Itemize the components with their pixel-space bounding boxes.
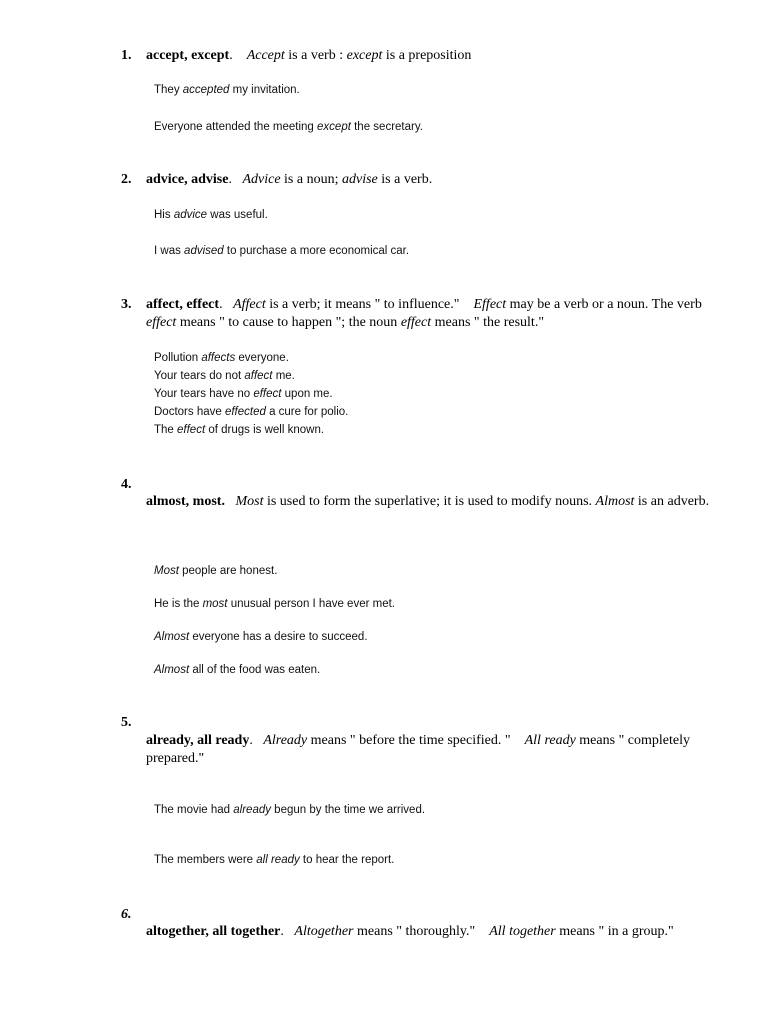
term-separator: ,: [184, 48, 192, 63]
entry-definition: almost, most. Most is used to form the superlative; it is used to modify nouns. Almost is an adverb.: [146, 494, 710, 509]
example-sentence: Your tears do not affect me.: [154, 370, 295, 382]
term: except: [191, 48, 230, 63]
example-sentence: Almost all of the food was eaten.: [154, 664, 321, 676]
entry-number: 1.: [121, 48, 132, 63]
example-sentence: Your tears have no effect upon me.: [154, 388, 333, 400]
example-sentence: Everyone attended the meeting except the secretary.: [154, 121, 423, 133]
entry-number: 4.: [121, 477, 132, 492]
entry-definition: advice, advise. Advice is a noun; advise is a verb.: [146, 172, 433, 187]
entry-definition: altogether, all together. Altogether means " thoroughly." All together means " in a group.": [146, 924, 674, 939]
example-sentence: The members were all ready to hear the report.: [154, 854, 395, 866]
term: accept: [146, 48, 185, 63]
entry-number: 3.: [121, 297, 132, 312]
example-sentence: Pollution affects everyone.: [154, 352, 289, 364]
entry-number: 6.: [121, 907, 132, 922]
example-sentence: The effect of drugs is well known.: [154, 424, 325, 436]
entry-definition: affect, effect. Affect is a verb; it means " to influence." Effect may be a verb or a noun. The verb effect means " to cause to happen "; the noun effect means " the result.": [146, 297, 702, 330]
example-sentence: Most people are honest.: [154, 565, 278, 577]
entry-definition: accept, except. Accept is a verb : except is a preposition: [146, 48, 472, 63]
example-sentence: He is the most unusual person I have ever met.: [154, 598, 395, 610]
example-sentence: I was advised to purchase a more economical car.: [154, 245, 410, 257]
example-sentence: The movie had already begun by the time we arrived.: [154, 804, 426, 816]
entry-definition: already, all ready. Already means " before the time specified. " All ready means " completely prepared.": [146, 733, 690, 766]
example-sentence: They accepted my invitation.: [154, 84, 300, 96]
example-sentence: Almost everyone has a desire to succeed.: [154, 631, 368, 643]
entry-number: 5.: [121, 715, 132, 730]
example-sentence: His advice was useful.: [154, 209, 268, 221]
example-sentence: Doctors have effected a cure for polio.: [154, 406, 349, 418]
entry-number: 2.: [121, 172, 132, 187]
